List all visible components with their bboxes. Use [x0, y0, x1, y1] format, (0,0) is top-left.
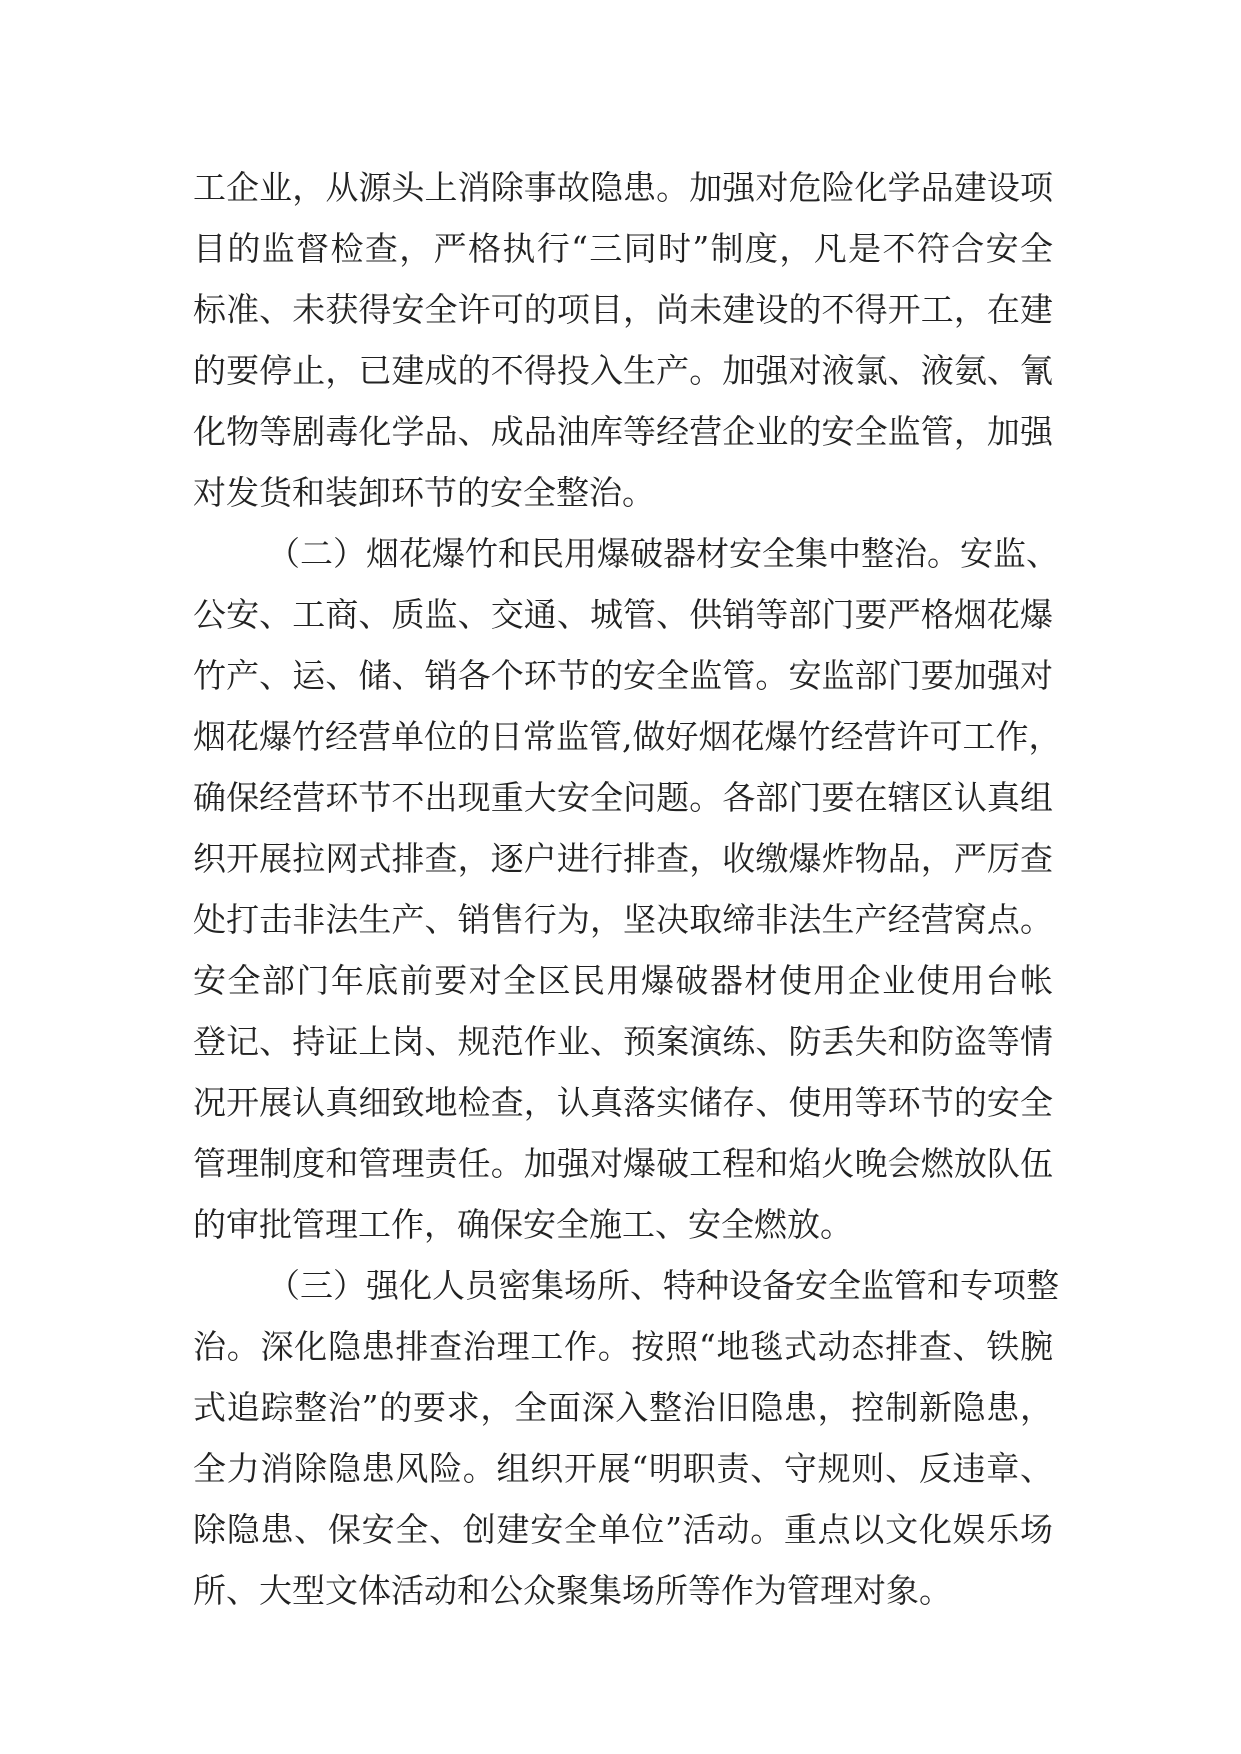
paragraph-line: 织开展拉网式排查，逐户进行排查，收缴爆炸物品，严厉查 — [193, 839, 1053, 878]
paragraph-line: 登记、持证上岗、规范作业、预案演练、防丢失和防盗等情 — [193, 1022, 1053, 1061]
paragraph-line: 的要停止，已建成的不得投入生产。加强对液氯、液氨、氰 — [193, 351, 1053, 390]
document-body — [193, 157, 1062, 1621]
paragraph-line: 治。深化隐患排查治理工作。按照“地毯式动态排查、铁腕 — [193, 1327, 1053, 1366]
paragraph-line: 对发货和装卸环节的安全整治。 — [193, 473, 655, 512]
paragraph-line: 化物等剧毒化学品、成品油库等经营企业的安全监管，加强 — [193, 412, 1053, 451]
paragraph-line: 况开展认真细致地检查，认真落实储存、使用等环节的安全 — [193, 1083, 1053, 1122]
paragraph-line: 目的监督检查，严格执行“三同时”制度，凡是不符合安全 — [193, 229, 1053, 268]
paragraph-heading-line: （三）强化人员密集场所、特种设备安全监管和专项整 — [267, 1266, 1059, 1305]
paragraph-line: 工企业，从源头上消除事故隐患。加强对危险化学品建设项 — [193, 168, 1053, 207]
paragraph-line: 确保经营环节不出现重大安全问题。各部门要在辖区认真组 — [193, 778, 1053, 817]
paragraph-line: 所、大型文体活动和公众聚集场所等作为管理对象。 — [193, 1571, 952, 1610]
paragraph-line: 处打击非法生产、销售行为，坚决取缔非法生产经营窝点。 — [193, 900, 1053, 939]
paragraph-2 — [193, 523, 1062, 1255]
paragraph-line: 除隐患、保安全、创建安全单位”活动。重点以文化娱乐场 — [193, 1510, 1053, 1549]
paragraph-line: 管理制度和管理责任。加强对爆破工程和焰火晚会燃放队伍 — [193, 1144, 1053, 1183]
paragraph-line: 烟花爆竹经营单位的日常监管,做好烟花爆竹经营许可工作， — [193, 717, 1062, 756]
paragraph-line: 竹产、运、储、销各个环节的安全监管。安监部门要加强对 — [193, 656, 1053, 695]
paragraph-line: 标准、未获得安全许可的项目，尚未建设的不得开工，在建 — [193, 290, 1053, 329]
paragraph-line: 全力消除隐患风险。组织开展“明职责、守规则、反违章、 — [193, 1449, 1053, 1488]
paragraph-line: 安全部门年底前要对全区民用爆破器材使用企业使用台帐 — [193, 961, 1053, 1000]
paragraph-3 — [193, 1255, 1059, 1621]
paragraph-line: 的审批管理工作，确保安全施工、安全燃放。 — [193, 1205, 853, 1244]
paragraph-line: 公安、工商、质监、交通、城管、供销等部门要严格烟花爆 — [193, 595, 1053, 634]
paragraph-heading-line: （二）烟花爆竹和民用爆破器材安全集中整治。安监、 — [267, 534, 1059, 573]
paragraph-line: 式追踪整治”的要求，全面深入整治旧隐患，控制新隐患， — [193, 1388, 1053, 1427]
paragraph-1 — [193, 157, 1053, 523]
